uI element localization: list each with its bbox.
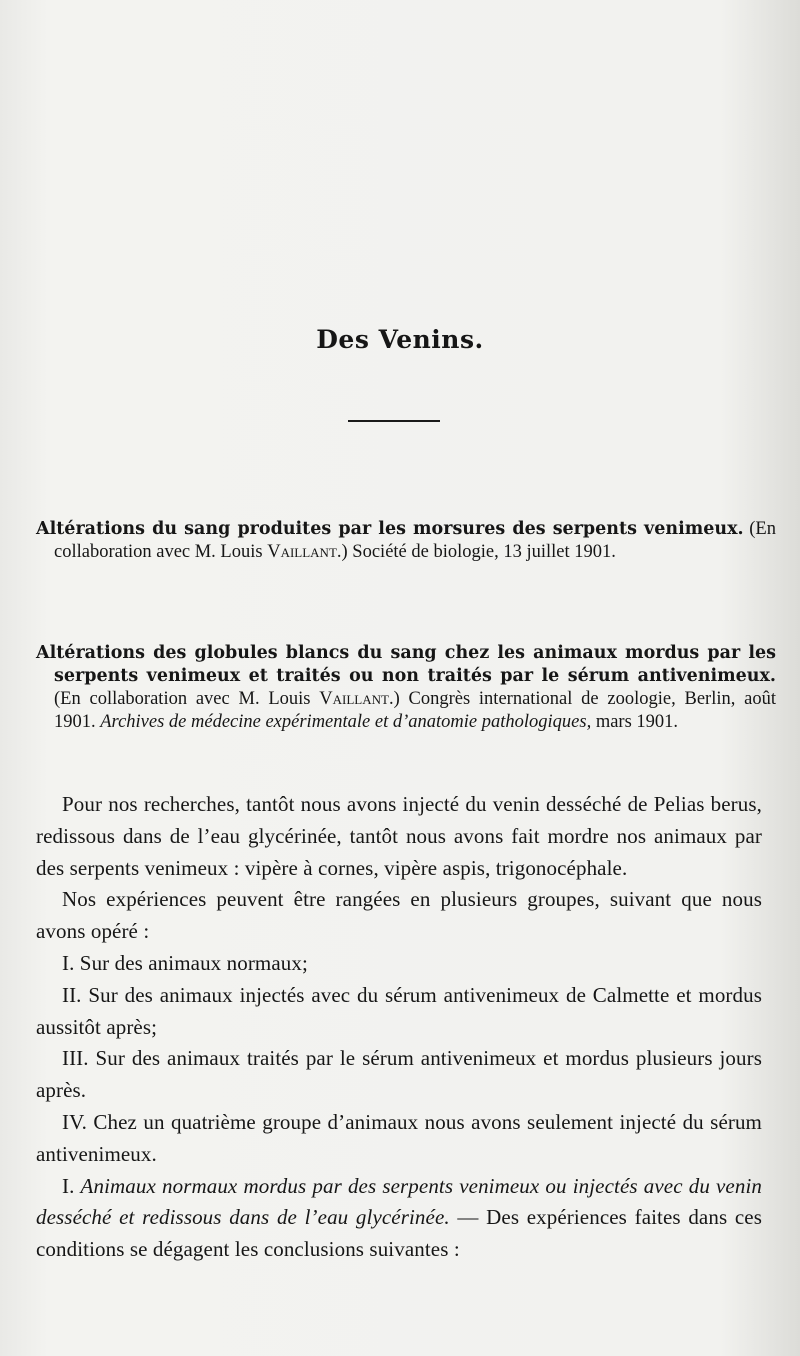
entry-text: mars 1901. (591, 712, 679, 732)
entry-heading: Altérations des globules blancs du sang chez les animaux mordus par les serpents venimeux et traités ou non traités par le sérum antivenimeux. (36, 643, 776, 686)
entry-text: .) Société de biologie, 13 juillet 1901. (336, 542, 616, 562)
title-rule (348, 420, 440, 422)
paragraph-text: — Des expériences faites dans ces conditions se dégagent les conclusions suivantes : (36, 1205, 762, 1262)
entry-text: .) Congrès international de zoologie, Berlin, août 1901. (54, 689, 776, 732)
author-name: Vaillant (319, 689, 389, 709)
subsection-heading: Animaux normaux mordus par des serpents venimeux ou injectés avec du venin desséché et redissous dans de l’eau glycérinée. (36, 1173, 762, 1230)
entry-heading: Altérations du sang produites par les morsures des serpents venimeux. (36, 519, 744, 539)
list-item: IV. Chez un quatrième groupe d’animaux nous avons seulement injecté du sérum antivenimeux. (36, 1109, 762, 1166)
journal-title: Archives de médecine expérimentale et d’anatomie pathologiques, (100, 712, 592, 732)
section-number: I. (62, 1173, 81, 1198)
bibliography-entry-2 (36, 642, 776, 734)
entry-text: (En collaboration avec M. Louis (54, 519, 776, 562)
entry-text: (En collaboration avec M. Louis (54, 689, 320, 709)
body-text (36, 789, 762, 1266)
section-title: Des Venins. (316, 325, 484, 354)
list-item: I. Sur des animaux normaux; (62, 950, 308, 975)
list-item: II. Sur des animaux injectés avec du sérum antivenimeux de Calmette et mordus aussitôt après; (36, 982, 762, 1039)
paragraph: Nos expériences peuvent être rangées en plusieurs groupes, suivant que nous avons opéré : (36, 887, 762, 944)
bibliography-entry-1 (36, 518, 776, 564)
paragraph: Pour nos recherches, tantôt nous avons injecté du venin desséché de Pelias berus, redissous dans de l’eau glycérinée, tantôt nous avons fait mordre nos animaux par des serpents venimeux : vipère à cornes, vipère aspis, trigonocéphale. (36, 792, 762, 880)
list-item: III. Sur des animaux traités par le sérum antivenimeux et mordus plusieurs jours après. (36, 1046, 762, 1103)
author-name: Vaillant (267, 542, 337, 562)
paragraph (36, 1171, 762, 1266)
